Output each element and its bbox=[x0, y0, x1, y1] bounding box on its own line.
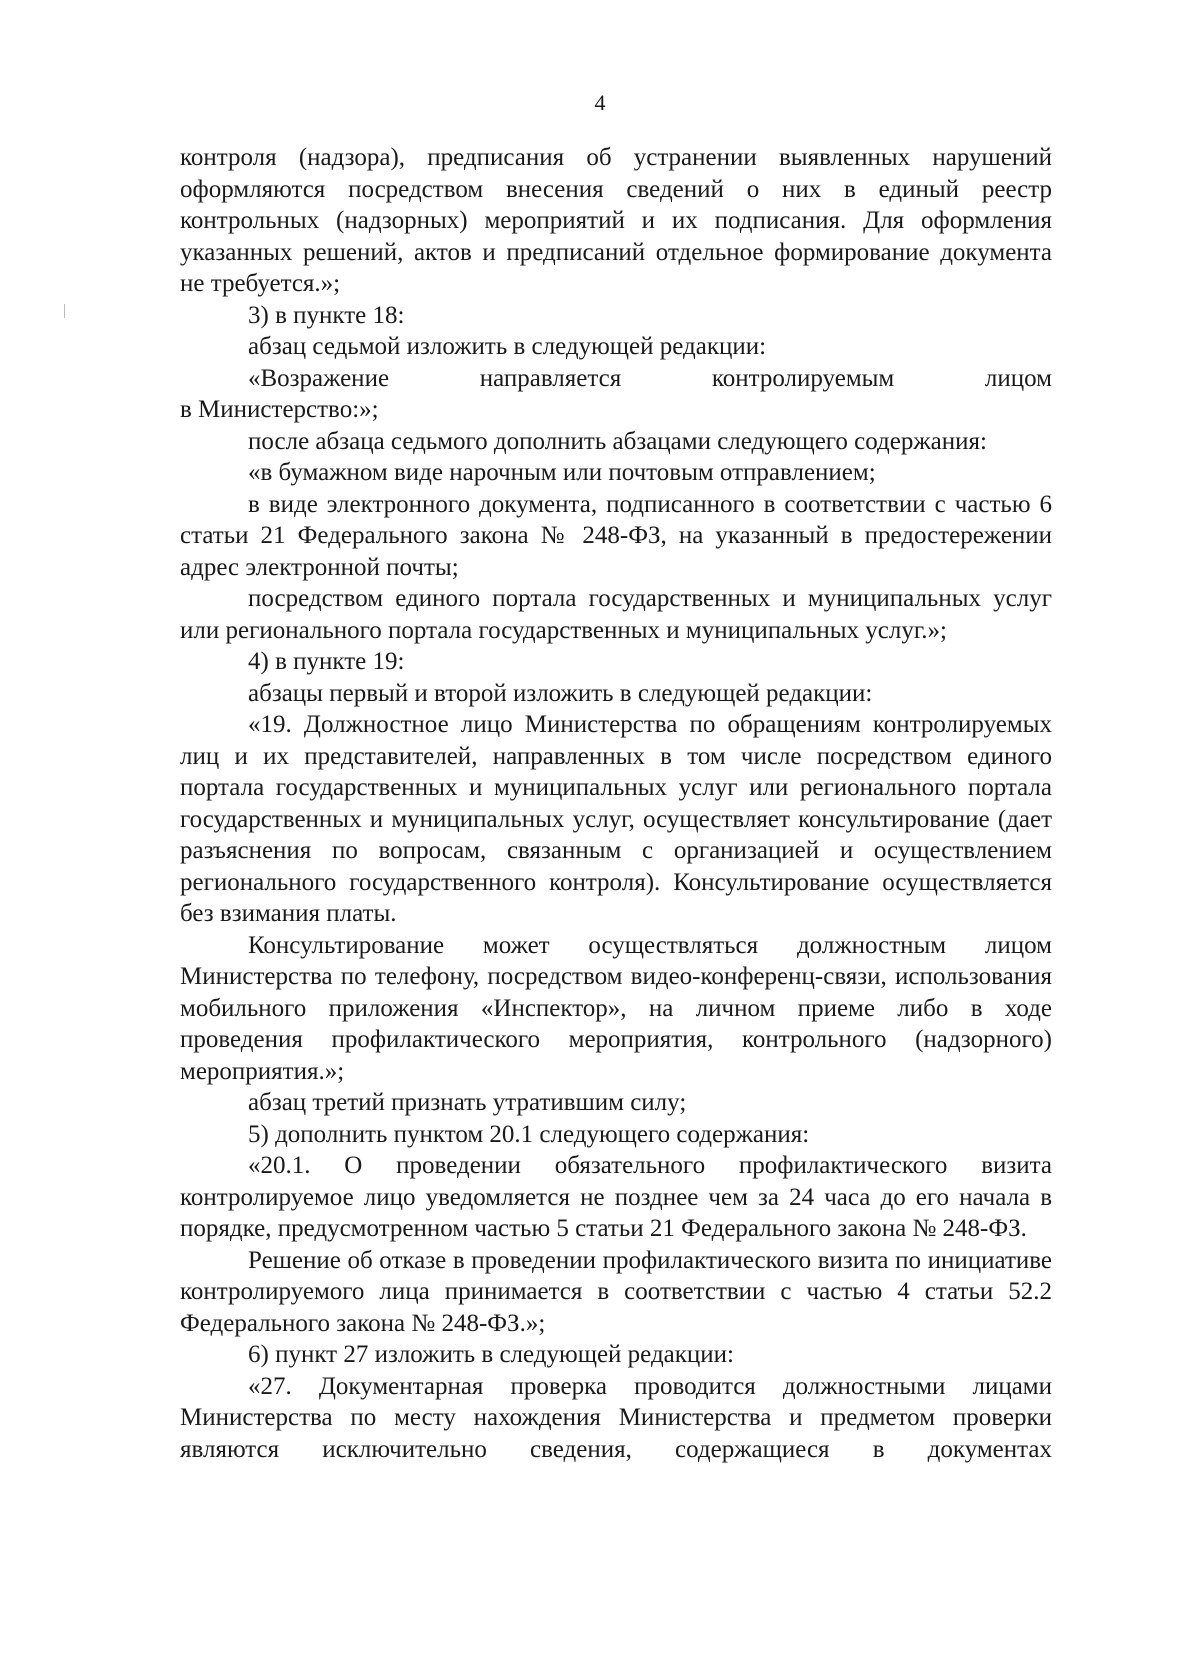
paragraph: после абзаца седьмого дополнить абзацами следующего содержания: bbox=[248, 427, 987, 455]
paragraph: Консультирование может осуществляться должностным лицом Министерства по телефону, посредством видео-конференц-связи, использования мобильного приложения «Инспектор», на личном приеме либо в ходе проведения профилактического мероприятия, контрольного (надзорного) мероприятия.»; bbox=[180, 931, 1052, 1085]
paragraph: посредством единого портала государственных и муниципальных услуг или регионального портала государственных и муниципальных услуг.»; bbox=[180, 585, 1052, 644]
paragraph: «20.1. О проведении обязательного профилактического визита контролируемое лицо уведомляется не позднее чем за 24 часа до его начала в порядке, предусмотренном частью 5 статьи 21 Федерального закона № 248-ФЗ. bbox=[180, 1152, 1052, 1242]
paragraph: 6) пункт 27 изложить в следующей редакции: bbox=[248, 1341, 734, 1368]
paragraph: Решение об отказе в проведении профилактического визита по инициативе контролируемого лица принимается в соответствии с частью 4 статьи 52.2 Федерального закона № 248-ФЗ.»; bbox=[180, 1246, 1052, 1337]
scan-artifact bbox=[64, 304, 65, 318]
paragraph: «27. Документарная проверка проводится должностными лицами Министерства по месту нахождения Министерства и предметом проверки являются исключительно сведения, содержащиеся в документах bbox=[180, 1372, 1052, 1463]
paragraph: абзацы первый и второй изложить в следующей редакции: bbox=[248, 679, 873, 707]
page-number: 4 bbox=[594, 90, 606, 115]
paragraph: 5) дополнить пунктом 20.1 следующего содержания: bbox=[248, 1120, 810, 1148]
paragraph: «Возражение направляется контролируемым лицом bbox=[248, 364, 1052, 392]
paragraph: 4) в пункте 19: bbox=[248, 648, 405, 675]
paragraph: контроля (надзора), предписания об устранении выявленных нарушений оформляются посредством внесения сведений о них в единый реестр контрольных (надзорных) мероприятий и их подписания. Для оформления указанных решений, актов и предписаний отдельное формирование документа не требуется.»; bbox=[180, 144, 1052, 297]
paragraph: «19. Должностное лицо Министерства по обращениям контролируемых лиц и их представителей, направленных в том числе посредством единого портала государственных и муниципальных услуг или регионального портала государственных и муниципальных услуг, осуществляет консультирование (дает разъяснения по вопросам, связанным с организацией и осуществлением регионального государственного контроля). Консультирование осуществляется без взимания платы. bbox=[180, 711, 1052, 927]
document-body bbox=[180, 142, 1052, 1465]
paragraph: абзац седьмой изложить в следующей редакции: bbox=[248, 333, 767, 360]
paragraph: 3) в пункте 18: bbox=[248, 301, 405, 329]
paragraph: «в бумажном виде нарочным или почтовым отправлением; bbox=[248, 459, 876, 486]
paragraph: в виде электронного документа, подписанного в соответствии с частью 6 статьи 21 Федерального закона № 248-ФЗ, на указанный в предостережении адрес электронной почты; bbox=[180, 490, 1052, 581]
paragraph: абзац третий признать утратившим силу; bbox=[248, 1089, 687, 1116]
paragraph: в Министерство:»; bbox=[180, 396, 379, 423]
